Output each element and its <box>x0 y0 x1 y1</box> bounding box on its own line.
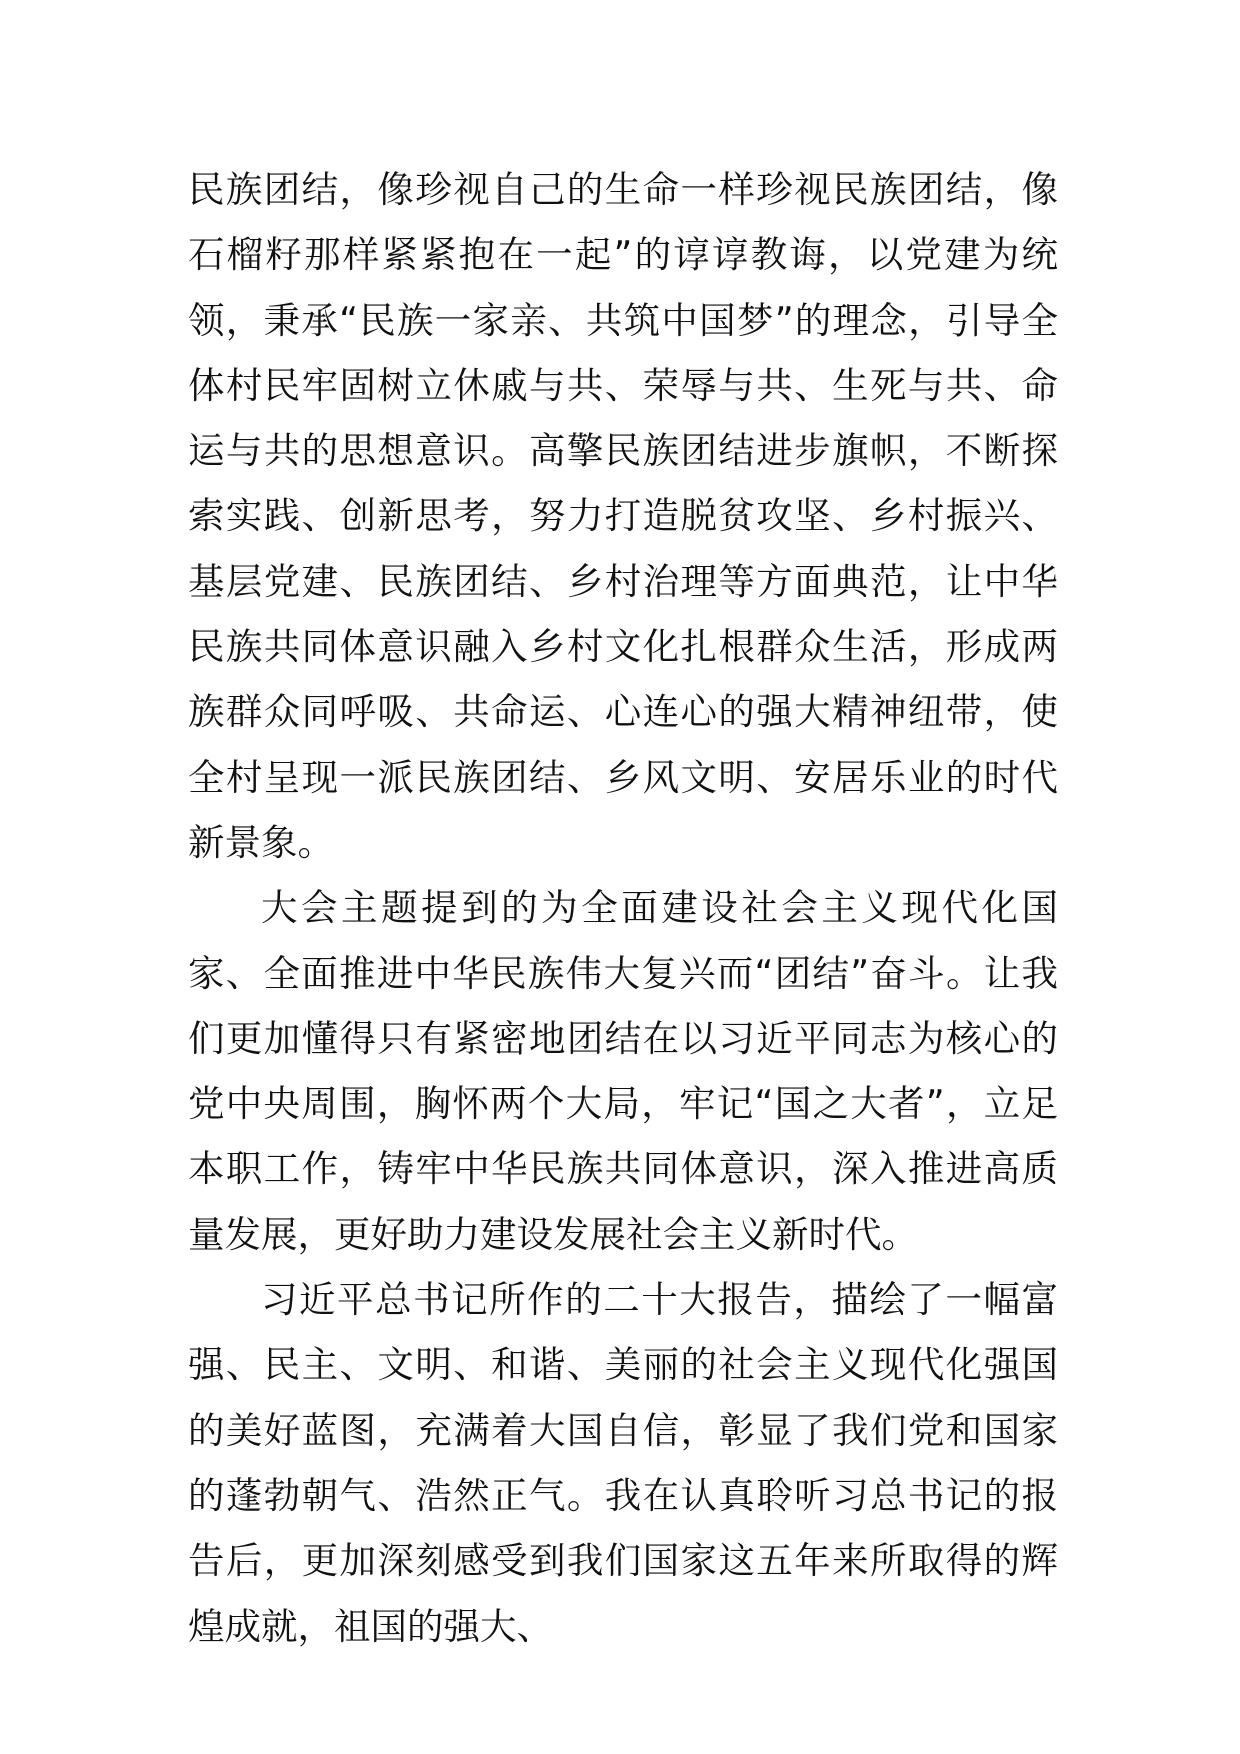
document-body <box>188 157 1058 1659</box>
paragraph-continuation: 民族团结，像珍视自己的生命一样珍视民族团结，像石榴籽那样紧紧抱在一起”的谆谆教诲，以党建为统领，秉承“民族一家亲、共筑中国梦”的理念，引导全体村民牢固树立休戚与共、荣辱与共、生死与共、命运与共的思想意识。高擎民族团结进步旗帜，不断探索实践、创新思考，努力打造脱贫攻坚、乡村振兴、基层党建、民族团结、乡村治理等方面典范，让中华民族共同体意识融入乡村文化扎根群众生活，形成两族群众同呼吸、共命运、心连心的强大精神纽带，使全村呈现一派民族团结、乡风文明、安居乐业的时代新景象。 <box>188 168 1058 864</box>
paragraph-congress-theme: 大会主题提到的为全面建设社会主义现代化国家、全面推进中华民族伟大复兴而“团结”奋斗。让我们更加懂得只有紧密地团结在以习近平同志为核心的党中央周围，胸怀两个大局，牢记“国之大者”，立足本职工作，铸牢中华民族共同体意识，深入推进高质量发展，更好助力建设发展社会主义新时代。 <box>188 886 1058 1256</box>
paragraph-report-reflection: 习近平总书记所作的二十大报告，描绘了一幅富强、民主、文明、和谐、美丽的社会主义现代化强国的美好蓝图，充满着大国自信，彰显了我们党和国家的蓬勃朝气、浩然正气。我在认真聆听习总书记的报告后，更加深刻感受到我们国家这五年来所取得的辉煌成就，祖国的强大、 <box>188 1278 1058 1648</box>
